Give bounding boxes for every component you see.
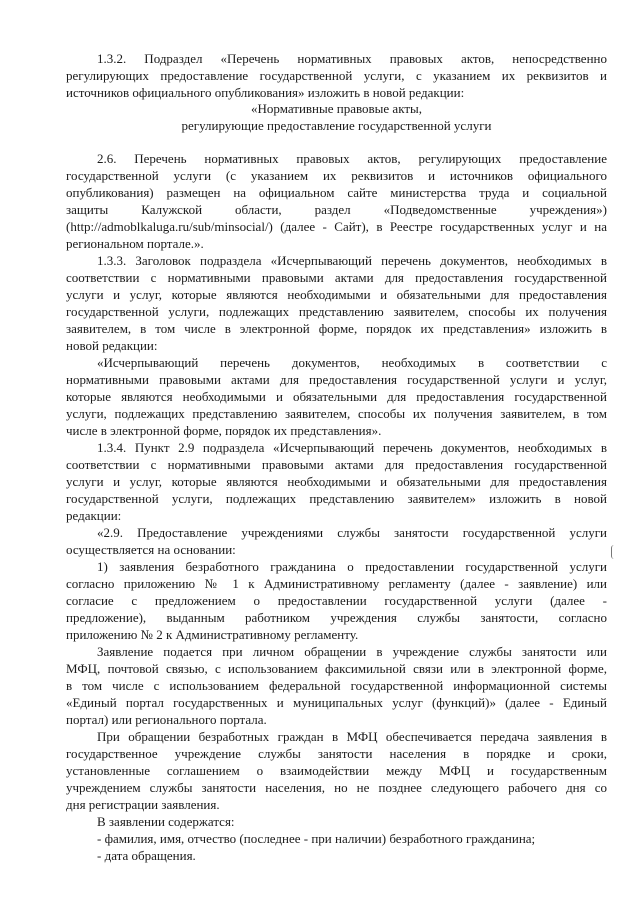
paragraph-line: учреждением службы занятости населения, но не позднее следующего рабочего дня со bbox=[66, 780, 607, 795]
paragraph-line: источников официального опубликования» изложить в новой редакции: bbox=[66, 85, 465, 100]
paragraph-line: регулирующих предоставление государственной услуги, с указанием их реквизитов и bbox=[66, 68, 607, 83]
paragraph-line: услуги и услуг, которые являются необходимыми и обязательными для предоставления bbox=[66, 474, 607, 489]
paragraph-line: числе в электронной форме, порядок их представления». bbox=[66, 423, 382, 438]
paragraph-line: 1.3.4. Пункт 2.9 подраздела «Исчерпывающий перечень документов, необходимых в bbox=[97, 440, 607, 455]
paragraph-line: которые являются необходимыми и обязательными для предоставления государственной bbox=[66, 389, 607, 404]
paragraph-line: заявителем, в том числе в электронной форме, порядок их представления» изложить в bbox=[66, 321, 607, 336]
paragraph-line: защиты Калужской области, раздел «Подведомственные учреждения») bbox=[66, 202, 607, 217]
paragraph-line: При обращении безработных граждан в МФЦ обеспечивается передача заявления в bbox=[97, 729, 607, 744]
paragraph-line: соответствии с нормативными правовыми актами для предоставления государственной bbox=[66, 270, 607, 285]
list-item: - фамилия, имя, отчество (последнее - при наличии) безработного гражданина; bbox=[97, 831, 536, 846]
paragraph-line: установленные соглашением о взаимодействии между МФЦ и государственным bbox=[66, 763, 607, 778]
paragraph-line: новой редакции: bbox=[66, 338, 158, 353]
paragraph-line: согласие с предложением о предоставлении государственной услуги (далее - bbox=[66, 593, 607, 608]
paragraph-line: государственное учреждение службы занятости населения в порядке и сроки, bbox=[66, 746, 607, 761]
paragraph-line: редакции: bbox=[66, 508, 122, 523]
subsection-title: регулирующие предоставление государственной услуги bbox=[181, 118, 492, 133]
paragraph-line: (http://admoblkaluga.ru/sub/minsocial/) (далее - Сайт), в Реестре государственных услуг и на bbox=[66, 219, 607, 234]
paragraph-line: «Единый портал государственных и муниципальных услуг (функций)» (далее - Единый bbox=[66, 695, 607, 710]
margin-mark bbox=[611, 545, 618, 559]
paragraph-line: дня регистрации заявления. bbox=[66, 797, 220, 812]
paragraph-line: 1.3.3. Заголовок подраздела «Исчерпывающий перечень документов, необходимых в bbox=[97, 253, 607, 268]
paragraph-line: Заявление подается при личном обращении в учреждение службы занятости или bbox=[97, 644, 607, 659]
paragraph-line: соответствии с нормативными правовыми актами для предоставления государственной bbox=[66, 457, 607, 472]
list-item: - дата обращения. bbox=[97, 848, 196, 863]
paragraph-line: 1.3.2. Подраздел «Перечень нормативных правовых актов, непосредственно bbox=[97, 51, 607, 66]
paragraph-line: услуги и услуг, которые являются необходимыми и обязательными для предоставления bbox=[66, 287, 607, 302]
paragraph-line: в том числе с использованием федеральной государственной информационной системы bbox=[66, 678, 607, 693]
paragraph-line: услуги, подлежащих представлению заявителем, способы их получения заявителем, в том bbox=[66, 406, 607, 421]
paragraph-line: государственной услуги (с указанием их реквизитов и источников официального bbox=[66, 168, 607, 183]
paragraph-line: нормативными правовыми актами для предоставления государственной услуги и услуг, bbox=[66, 372, 607, 387]
paragraph-line: осуществляется на основании: bbox=[66, 542, 236, 557]
paragraph-line: предложение), выданным работником учреждения службы занятости, согласно bbox=[66, 610, 607, 625]
paragraph-line: В заявлении содержатся: bbox=[97, 814, 235, 829]
paragraph-line: МФЦ, почтовой связью, с использованием факсимильной связи или в электронной форме, bbox=[66, 661, 607, 676]
subsection-title: «Нормативные правовые акты, bbox=[251, 101, 422, 116]
paragraph-line: государственной услуги, подлежащих представлению заявителем, способы их получения bbox=[66, 304, 607, 319]
paragraph-line: портал) или регионального портала. bbox=[66, 712, 267, 727]
paragraph-line: 2.6. Перечень нормативных правовых актов, регулирующих предоставление bbox=[97, 151, 607, 166]
paragraph-line: «Исчерпывающий перечень документов, необходимых в соответствии с bbox=[97, 355, 607, 370]
paragraph-line: 1) заявления безработного гражданина о предоставлении государственной услуги bbox=[97, 559, 607, 574]
paragraph-line: приложению № 2 к Административному регламенту. bbox=[66, 627, 359, 642]
paragraph-line: «2.9. Предоставление учреждениями службы занятости государственной услуги bbox=[97, 525, 607, 540]
paragraph-line: опубликования) размещен на официальном сайте министерства труда и социальной bbox=[66, 185, 607, 200]
paragraph-line: региональном портале.». bbox=[66, 236, 204, 251]
paragraph-line: согласно приложению № 1 к Административному регламенту (далее - заявление) или bbox=[66, 576, 607, 591]
paragraph-line: государственной услуги, подлежащих представлению заявителем» изложить в новой bbox=[66, 491, 607, 506]
